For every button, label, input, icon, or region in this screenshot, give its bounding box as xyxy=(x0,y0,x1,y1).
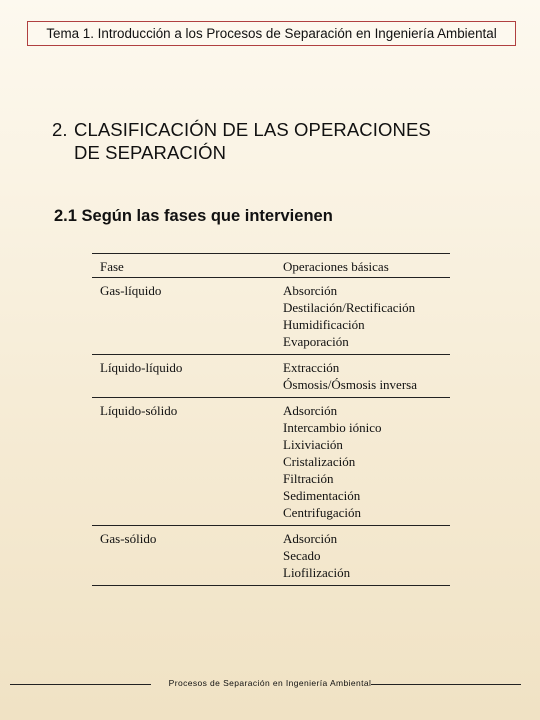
header-title: Tema 1. Introducción a los Procesos de Separación en Ingeniería Ambiental xyxy=(46,26,497,41)
table-row xyxy=(92,355,450,398)
operation-item: Evaporación xyxy=(283,334,349,349)
fase-cell: Gas-líquido xyxy=(100,283,162,298)
operation-item: Humidificación xyxy=(283,317,365,332)
table-header-row xyxy=(92,254,450,278)
operations-cell xyxy=(283,526,450,586)
fase-cell: Líquido-sólido xyxy=(100,403,178,418)
operation-item: Centrifugación xyxy=(283,505,361,520)
section-number: 2. xyxy=(52,119,68,140)
operation-item: Sedimentación xyxy=(283,488,361,503)
operations-cell xyxy=(283,278,450,355)
footer-text: Procesos de Separación en Ingeniería Ambiental xyxy=(168,678,372,688)
operation-item: Extracción xyxy=(283,360,340,375)
subsection-title: 2.1 Según las fases que intervienen xyxy=(54,207,333,225)
column-header-operaciones: Operaciones básicas xyxy=(283,259,389,274)
operation-item: Destilación/Rectificación xyxy=(283,300,416,315)
operation-item: Cristalización xyxy=(283,454,356,469)
table-row xyxy=(92,398,450,526)
operations-cell xyxy=(283,355,450,398)
operation-item: Secado xyxy=(283,548,321,563)
fase-cell: Gas-sólido xyxy=(100,531,157,546)
operation-item: Adsorción xyxy=(283,531,338,546)
operation-item: Lixiviación xyxy=(283,437,343,452)
operation-item: Liofilización xyxy=(283,565,351,580)
fase-cell: Líquido-líquido xyxy=(100,360,183,375)
operation-item: Adsorción xyxy=(283,403,338,418)
operation-item: Intercambio iónico xyxy=(283,420,382,435)
operations-cell xyxy=(283,398,450,526)
operation-item: Absorción xyxy=(283,283,338,298)
table-row xyxy=(92,526,450,586)
operations-table xyxy=(92,253,450,586)
table-row xyxy=(92,278,450,355)
operation-item: Filtración xyxy=(283,471,334,486)
header-title-box xyxy=(27,21,516,46)
section-title-line2: DE SEPARACIÓN xyxy=(74,142,227,163)
section-title-line1: CLASIFICACIÓN DE LAS OPERACIONES xyxy=(74,119,431,140)
column-header-fase: Fase xyxy=(100,259,124,274)
section-title xyxy=(52,118,431,164)
operation-item: Ósmosis/Ósmosis inversa xyxy=(283,377,417,392)
